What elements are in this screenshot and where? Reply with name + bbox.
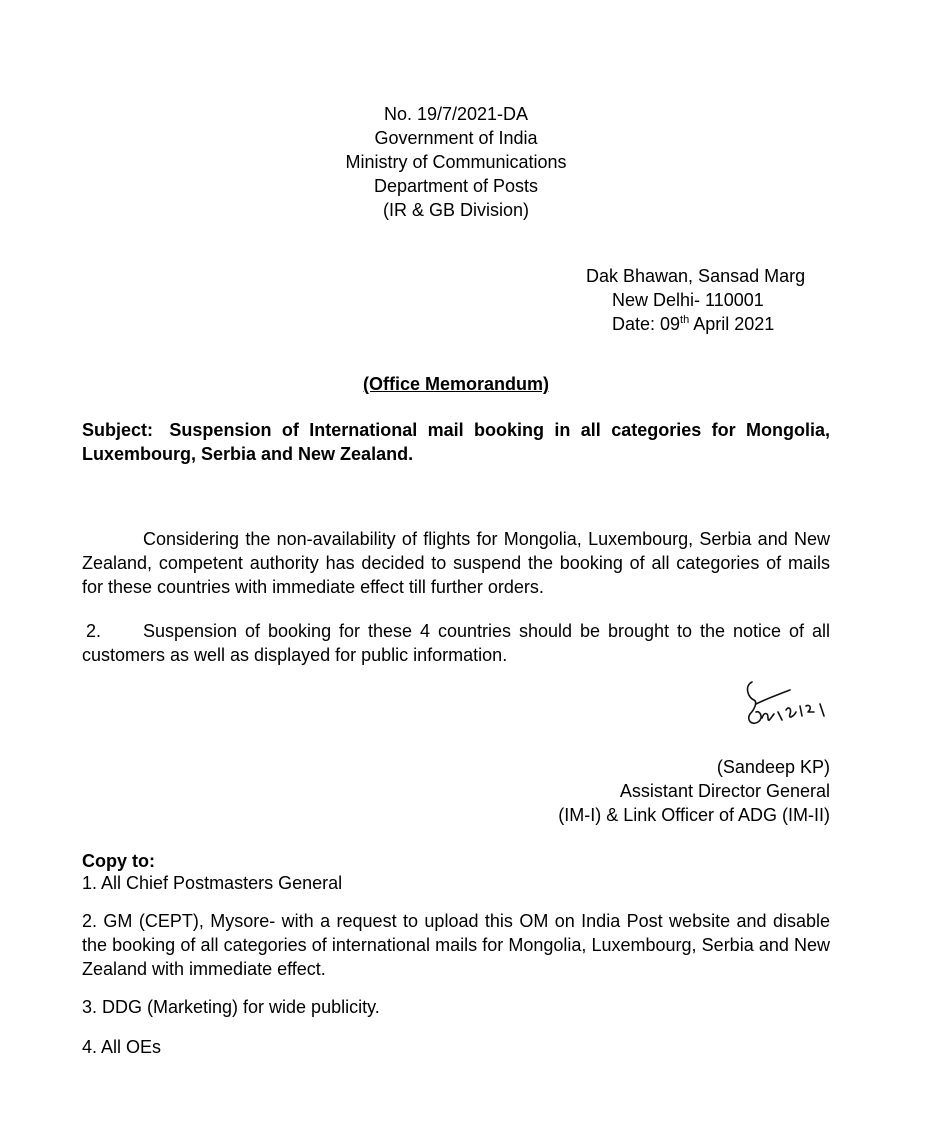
paragraph-2: [82, 619, 830, 667]
address-line-2: New Delhi- 110001: [612, 290, 764, 310]
copy-to-item: 1. All Chief Postmasters General: [82, 873, 343, 893]
signatory-designation: Assistant Director General: [619, 781, 830, 801]
paragraph-1: Considering the non-availability of flights for Mongolia, Luxembourg, Serbia and New Zealand, competent authority has decided to suspend the booking of all categories of mails for these countries with immediate effect till further orders.: [82, 529, 830, 597]
date-ordinal: th: [680, 314, 690, 326]
copy-to-item: 2. GM (CEPT), Mysore- with a request to upload this OM on India Post website and disable the booking of all categories of international mails for Mongolia, Luxembourg, Serbia and New Zealand with immediate effect.: [82, 911, 830, 979]
date-prefix: Date: 09: [612, 314, 681, 334]
division-name: (IR & GB Division): [382, 200, 530, 220]
subject-label: Subject:: [82, 420, 154, 440]
subject-line: [82, 418, 830, 466]
memo-title: (Office Memorandum): [362, 374, 549, 394]
copy-to-item: 4. All OEs: [82, 1037, 162, 1057]
address-line-1: Dak Bhawan, Sansad Marg: [586, 266, 806, 286]
government-name: Government of India: [374, 128, 538, 148]
copy-to-heading: Copy to:: [82, 851, 155, 871]
document-date: [586, 312, 846, 336]
signatory-block: [430, 755, 830, 827]
address-block: [586, 264, 846, 336]
paragraph-2-text: Suspension of booking for these 4 countries should be brought to the notice of all customers as well as displayed for public information.: [82, 621, 830, 665]
signatory-name: (Sandeep KP): [716, 757, 830, 777]
handwritten-signature: [738, 676, 838, 740]
file-number: No. 19/7/2021-DA: [383, 104, 529, 124]
signature-scribble-icon: [738, 676, 838, 740]
date-suffix: April 2021: [689, 314, 775, 334]
copy-to-item: 3. DDG (Marketing) for wide publicity.: [82, 997, 380, 1017]
paragraph-2-number: 2.: [86, 621, 102, 641]
letterhead: [0, 102, 912, 222]
signatory-office: (IM-I) & Link Officer of ADG (IM-II): [558, 805, 830, 825]
subject-text: Suspension of International mail booking in all categories for Mongolia, Luxembourg, Serbia and New Zealand.: [82, 420, 830, 464]
department-name: Department of Posts: [373, 176, 539, 196]
ministry-name: Ministry of Communications: [345, 152, 567, 172]
